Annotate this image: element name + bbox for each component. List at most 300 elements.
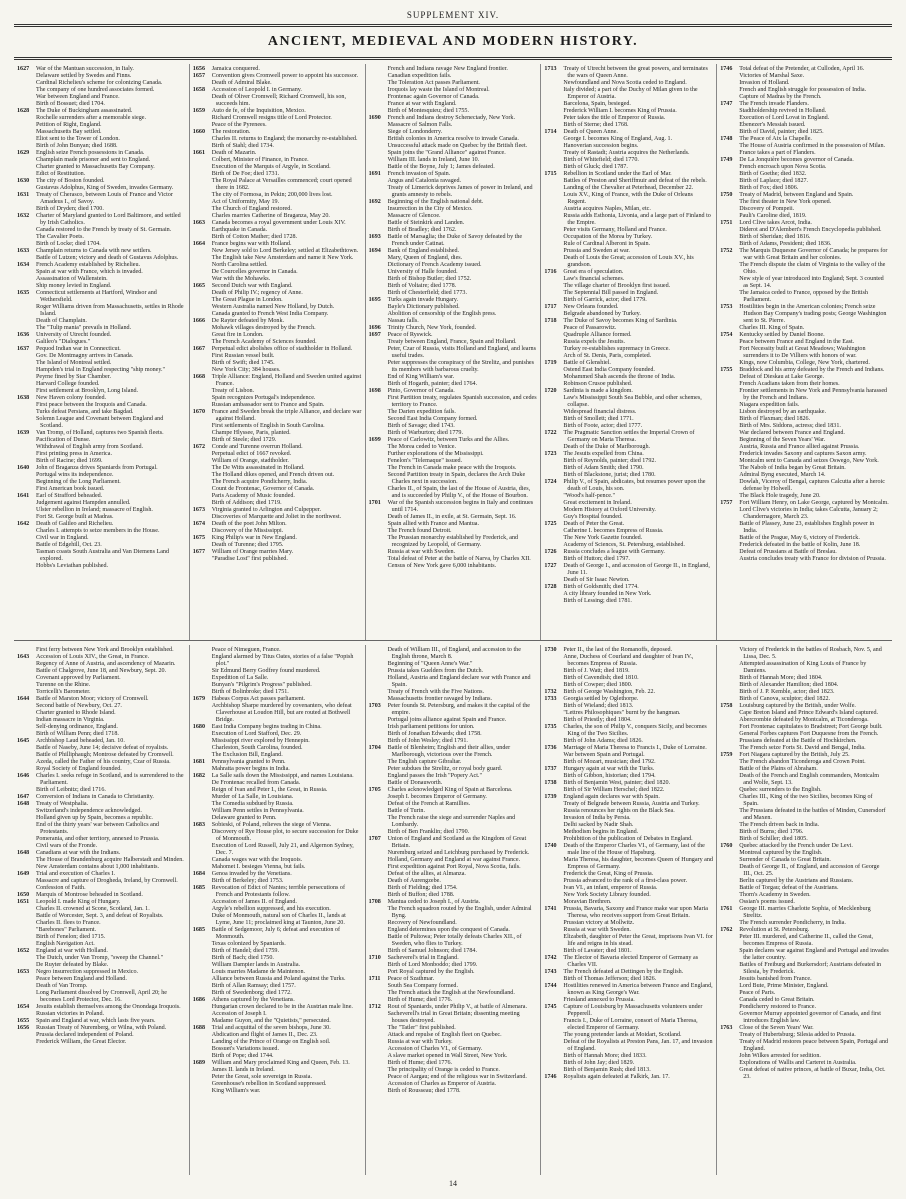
entry-year: 1736 xyxy=(544,745,557,751)
timeline-entry xyxy=(369,185,538,199)
entry-text: Fort Necessity built at Great Meadows; Washington surrenders it to De Villiers with honors of war. xyxy=(739,346,866,359)
entry-text: Birth of Handel; died 1759. xyxy=(211,948,279,954)
timeline-entry xyxy=(193,353,362,360)
entry-year xyxy=(544,255,563,269)
entry-text: Accession of Charles as Emperor of Austria. xyxy=(387,1081,497,1087)
entry-year xyxy=(720,920,739,927)
entry-year xyxy=(720,990,739,997)
entry-year xyxy=(720,1067,739,1081)
entry-text: Birth of Alexander Hamilton; died 1804. xyxy=(739,682,839,688)
entry-year: 1746 xyxy=(544,1074,557,1080)
timeline-entry xyxy=(720,241,889,248)
entry-year xyxy=(369,122,388,129)
timeline-entry xyxy=(193,766,362,773)
entry-text: The Elector of Bavaria elected Emperor of Germany as Charles VII. xyxy=(563,955,699,968)
timeline-entry xyxy=(544,514,713,521)
entry-text: Battle of Torgau; defeat of the Austrians. xyxy=(739,885,839,891)
entry-text: Academy of Sciences, St. Petersburg, established. xyxy=(563,542,685,548)
timeline-entry xyxy=(544,493,713,500)
timeline-entry xyxy=(720,682,889,689)
timeline-entry xyxy=(193,129,362,136)
timeline-entry xyxy=(17,206,186,213)
entry-year xyxy=(193,493,212,500)
entry-year xyxy=(544,136,563,143)
entry-text: Birth of Fielding; died 1754. xyxy=(387,885,458,891)
entry-year xyxy=(720,689,739,696)
entry-text: Treaty between England, France, Spain and Holland. xyxy=(387,339,517,345)
entry-year xyxy=(369,731,388,738)
timeline-entry xyxy=(369,948,538,955)
entry-year xyxy=(369,458,388,465)
timeline-entry xyxy=(17,234,186,241)
entry-text: English seize French possessions in Canada. xyxy=(36,150,145,156)
entry-year: 1714 xyxy=(544,129,557,135)
entry-text: De Rayter defeated by Monk. xyxy=(211,318,285,324)
timeline-entry xyxy=(193,430,362,437)
entry-year xyxy=(720,143,739,150)
entry-text: Birth of Goldsmith; died 1774. xyxy=(563,584,639,590)
timeline-entry xyxy=(193,1046,362,1053)
entry-year: 1761 xyxy=(720,906,733,912)
entry-year xyxy=(544,311,563,318)
timeline-entry xyxy=(544,759,713,766)
entry-text: Birth of Bradley; died 1762. xyxy=(387,227,457,233)
entry-year xyxy=(720,472,739,479)
timeline-entry xyxy=(720,346,889,360)
entry-text: Prussia declared independent of Poland. xyxy=(36,1032,134,1038)
entry-text: Birth of Thomas Jefferson; died 1826. xyxy=(563,976,657,982)
entry-text: Lord Clive takes Arcot, India. xyxy=(739,220,812,226)
entry-year xyxy=(720,759,739,766)
timeline-entry xyxy=(544,129,713,136)
timeline-entry xyxy=(17,759,186,766)
entry-text: King Philip's war in New England. xyxy=(211,535,297,541)
entry-year: 1760 xyxy=(720,843,733,849)
entry-year: 1762 xyxy=(720,927,733,933)
timeline-entry xyxy=(369,472,538,486)
timeline-entry xyxy=(544,584,713,591)
entry-year xyxy=(17,955,36,962)
timeline-entry xyxy=(17,955,186,962)
entry-text: France and Sweden break the triple Alliance, and declare war against Holland. xyxy=(211,409,362,422)
entry-text: Spain recognizes Portugal's independence. xyxy=(211,395,316,401)
entry-year xyxy=(193,668,212,675)
timeline-entry xyxy=(17,451,186,458)
entry-year xyxy=(17,563,36,570)
entry-year xyxy=(17,276,36,283)
timeline-entry xyxy=(544,815,713,822)
timeline-entry xyxy=(720,402,889,409)
entry-year xyxy=(17,458,36,465)
entry-text: The Island of Montreal settled. xyxy=(36,360,112,366)
entry-text: French and Indians destroy Schenectady, New York. xyxy=(387,115,515,121)
timeline-entry xyxy=(544,836,713,843)
entry-text: Birth of Wieland; died 1813. xyxy=(563,703,634,709)
entry-year xyxy=(193,864,212,871)
timeline-entry xyxy=(544,752,713,759)
entry-year xyxy=(17,479,36,486)
entry-year: 1681 xyxy=(192,759,205,765)
entry-year xyxy=(544,808,563,815)
entry-text: Birth of Buffon; died 1788. xyxy=(387,892,455,898)
entry-text: Spain joins the "Grand Alliance" against France. xyxy=(387,150,506,156)
entry-text: Spain allied with France and Mantua. xyxy=(387,521,479,527)
timeline-entry xyxy=(17,465,186,472)
entry-year: 1644 xyxy=(17,696,30,702)
entry-text: Trinity Church, New York, founded. xyxy=(387,325,477,331)
entry-year xyxy=(544,815,563,822)
timeline-entry xyxy=(17,150,186,157)
entry-text: First Russian vessel built. xyxy=(211,353,275,359)
timeline-entry xyxy=(193,542,362,549)
timeline-entry xyxy=(17,654,186,661)
entry-text: Birth of Jonathan Edwards; died 1758. xyxy=(387,731,482,737)
entry-text: Convention gives Cromwell power to appoint his successor. xyxy=(211,73,359,79)
entry-text: New Amsterdam contains about 1,000 inhabitants. xyxy=(36,864,160,870)
entry-text: Canada ceded to Great Britain. xyxy=(739,997,815,1003)
entry-text: Peter suppresses the conspiracy of the Strelitz, and punishes its members with barbarous cruelty. xyxy=(387,360,534,373)
entry-year xyxy=(544,654,563,668)
entry-text: Western Australia named New Holland, by Dutch. xyxy=(211,304,335,310)
entry-year xyxy=(369,780,388,787)
entry-year xyxy=(193,990,212,997)
timeline-entry xyxy=(544,927,713,934)
entry-year: 1675 xyxy=(192,535,205,541)
entry-year xyxy=(544,241,563,248)
timeline-entry xyxy=(544,1053,713,1060)
timeline-entry xyxy=(17,871,186,878)
entry-text: Torricelli's Barometer. xyxy=(36,689,91,695)
entry-text: Gustavus Adolphus, King of Sweden, invades Germany. xyxy=(36,185,174,191)
entry-year xyxy=(369,262,388,269)
entry-year: 1705 xyxy=(368,787,381,793)
timeline-entry xyxy=(17,248,186,255)
entry-year xyxy=(193,430,212,437)
entry-text: Richard Cromwell resigns title of Lord Protector. xyxy=(211,115,332,121)
entry-text: The French surrender Pondicherry, in India. xyxy=(739,920,846,926)
entry-year xyxy=(369,227,388,234)
timeline-entry xyxy=(720,94,889,101)
timeline-entry xyxy=(17,444,186,451)
entry-year xyxy=(193,262,212,269)
entry-year xyxy=(17,206,36,213)
entry-year xyxy=(369,920,388,927)
timeline-entry xyxy=(720,1060,889,1067)
timeline-entry xyxy=(193,500,362,507)
entry-text: Landing of the Chevalier at Peterhead, December 22. xyxy=(563,185,694,191)
entry-year xyxy=(720,1004,739,1011)
timeline-entry xyxy=(544,829,713,836)
entry-text: The Duke of Buckingham assassinated. xyxy=(36,108,133,114)
timeline-entry xyxy=(17,318,186,325)
entry-year xyxy=(720,829,739,836)
timeline-entry xyxy=(720,430,889,437)
entry-text: The company of one hundred associates formed. xyxy=(36,87,155,93)
timeline-entry xyxy=(369,892,538,899)
entry-text: William of Orange marries Mary. xyxy=(211,549,294,555)
entry-year xyxy=(544,934,563,948)
entry-text: New Haven colony founded. xyxy=(36,395,107,401)
timeline-entry xyxy=(17,661,186,668)
entry-text: Rout of Spaniards, under Philip V., at battle of Almenara. xyxy=(387,1004,527,1010)
entry-text: Beginning of "Queen Anne's War." xyxy=(387,661,473,667)
timeline-entry xyxy=(193,1004,362,1011)
entry-text: Death of George II., of England, and accession of George III., Oct. 25. xyxy=(739,864,880,877)
entry-year xyxy=(193,486,212,493)
entry-text: Treaty of Utrecht between the great powers, and terminates the wars of Queen Anne. xyxy=(563,66,708,79)
timeline-entry xyxy=(193,486,362,493)
entry-year xyxy=(17,122,36,129)
entry-text: Spain at war with France, which is invaded. xyxy=(36,269,143,275)
entry-year xyxy=(193,766,212,773)
entry-text: Execution of Lord Lovat in England. xyxy=(739,115,830,121)
timeline-entry xyxy=(193,801,362,808)
entry-text: Indian massacre in Virginia. xyxy=(36,717,105,723)
timeline-entry xyxy=(720,332,889,339)
timeline-entry xyxy=(544,479,713,493)
entry-year xyxy=(720,325,739,332)
timeline-entry xyxy=(369,423,538,430)
timeline-entry xyxy=(369,136,538,143)
entry-year xyxy=(369,164,388,171)
entry-text: Beginning of the Seven Years' War. xyxy=(739,437,826,443)
entry-year xyxy=(369,178,388,185)
entry-text: Insurrection in the City of Mexico. xyxy=(387,206,473,212)
timeline-entry xyxy=(17,1025,186,1032)
entry-year xyxy=(544,591,563,598)
entry-year xyxy=(17,388,36,395)
entry-year xyxy=(17,80,36,87)
entry-text: James II. lands in Ireland. xyxy=(211,1067,275,1073)
timeline-entry xyxy=(720,899,889,906)
entry-text: Death of Admiral Blake. xyxy=(211,80,272,86)
entry-text: Birth of Benjamin West, painter; died 1820. xyxy=(563,780,671,786)
entry-text: Abdication and flight of James II., Dec. 23. xyxy=(211,1032,318,1038)
entry-text: Quebec surrenders to the English. xyxy=(739,787,822,793)
entry-text: Self-denying ordinance, England. xyxy=(36,724,118,730)
entry-year xyxy=(720,458,739,465)
timeline-entry xyxy=(720,437,889,444)
entry-year xyxy=(17,906,36,913)
entry-year xyxy=(17,360,36,367)
entry-text: Law's Mississippi South Sea Bubble, and other schemes, collapse. xyxy=(563,395,702,408)
entry-year xyxy=(544,899,563,906)
entry-year: 1719 xyxy=(544,360,557,366)
entry-year xyxy=(193,353,212,360)
entry-text: Discovery of Rye House plot, to secure succession for Duke of Monmouth. xyxy=(211,829,359,842)
timeline-entry xyxy=(17,493,186,500)
timeline-entry xyxy=(544,381,713,388)
entry-year xyxy=(369,444,388,451)
timeline-entry xyxy=(17,143,186,150)
entry-year xyxy=(17,857,36,864)
entry-text: Birth of Rousseau; died 1778. xyxy=(387,1088,461,1094)
entry-text: The Peace of Aix la Chapelle. xyxy=(739,136,812,142)
entry-text: Birth of Stahl; died 1734. xyxy=(211,143,274,149)
timeline-entry xyxy=(544,416,713,423)
entry-text: Birth of John Jay; died 1829. xyxy=(563,1060,635,1066)
entry-text: Pennsylvania granted to Penn. xyxy=(211,759,286,765)
timeline-entry xyxy=(544,710,713,717)
timeline-entry xyxy=(369,1053,538,1060)
timeline-entry xyxy=(720,367,889,374)
timeline-entry xyxy=(17,717,186,724)
entry-year xyxy=(720,171,739,178)
entry-year: 1748 xyxy=(720,136,733,142)
timeline-entry xyxy=(369,1032,538,1039)
timeline-entry xyxy=(720,934,889,948)
entry-year: 1659 xyxy=(192,108,205,114)
entry-text: Mahomet I. besieges Vienna, but fails. xyxy=(211,864,306,870)
entry-text: Birth of Chesterfield; died 1773. xyxy=(387,290,467,296)
timeline-entry xyxy=(369,458,538,465)
entry-text: Birth of Addison; died 1719. xyxy=(211,500,282,506)
entry-text: Charles, the son of Philip V., conquers Sicily, and becomes King of the Two Sicilies. xyxy=(563,724,707,737)
entry-text: Virginia granted to Arlington and Culpepper. xyxy=(211,507,321,513)
timeline-entry xyxy=(193,479,362,486)
entry-text: The French seize Forts St. David and Bengal, India. xyxy=(739,745,866,751)
timeline-entry xyxy=(193,87,362,94)
timeline-entry xyxy=(544,822,713,829)
timeline-entry xyxy=(544,997,713,1004)
entry-text: Birth of Swedenborg; died 1772. xyxy=(211,990,292,996)
entry-text: End of King William's war. xyxy=(387,374,455,380)
entry-text: Hostilities renewed in America between France and England, known as King George's War. xyxy=(563,983,713,996)
entry-year: 1751 xyxy=(720,220,733,226)
entry-text: Mahratta power begins in India. xyxy=(211,766,290,772)
timeline-entry xyxy=(720,479,889,493)
entry-year xyxy=(369,255,388,262)
timeline-entry xyxy=(720,248,889,262)
entry-year xyxy=(544,577,563,584)
entry-text: The city of Boston founded. xyxy=(36,178,105,184)
entry-text: Trial and execution of Charles I. xyxy=(36,871,115,877)
entry-text: The French found Detroit. xyxy=(387,528,452,534)
entry-text: Treaty of Madrid, between England and Spain. xyxy=(739,192,854,198)
timeline-entry xyxy=(720,108,889,115)
entry-text: Accession of Joseph I. xyxy=(211,1011,267,1017)
timeline-entry xyxy=(17,304,186,318)
entry-text: George I. becomes King of England, Aug. 1. xyxy=(563,136,673,142)
entry-text: Fort St. George built at Madras. xyxy=(36,514,114,520)
entry-year xyxy=(193,528,212,535)
entry-text: The Duke of Savoy becomes King of Sardinia. xyxy=(563,318,678,324)
entry-text: "Lettres Philosophiques" burnt by the hangman. xyxy=(563,710,681,716)
entry-year xyxy=(369,213,388,220)
timeline-entry xyxy=(369,1088,538,1095)
timeline-entry xyxy=(544,444,713,451)
timeline-entry xyxy=(544,598,713,605)
timeline-entry xyxy=(544,332,713,339)
entry-year xyxy=(369,521,388,528)
timeline-entry xyxy=(193,899,362,906)
timeline-entry xyxy=(17,381,186,388)
timeline-entry xyxy=(544,885,713,892)
entry-year xyxy=(17,647,36,654)
entry-year xyxy=(544,997,563,1004)
timeline-entry xyxy=(17,262,186,269)
entry-text: Invasion of India by Persia. xyxy=(563,815,631,821)
timeline-entry xyxy=(544,276,713,283)
entry-year xyxy=(369,1067,388,1074)
entry-year xyxy=(193,234,212,241)
entry-text: Delaware settled by Swedes and Finns. xyxy=(36,73,132,79)
timeline-entry xyxy=(17,885,186,892)
timeline-entry xyxy=(369,857,538,864)
entry-year xyxy=(193,1011,212,1018)
timeline-entry xyxy=(720,423,889,430)
entry-text: The Royal Palace at Versailles commenced; court opened there in 1682. xyxy=(211,178,352,191)
entry-year xyxy=(193,745,212,752)
timeline-entry xyxy=(193,318,362,325)
entry-text: University of Halle founded. xyxy=(387,269,458,275)
entry-text: French encroach upon Nova Scotia. xyxy=(739,164,827,170)
entry-year xyxy=(193,1074,212,1081)
entry-year: 1744 xyxy=(544,983,557,989)
timeline-entry xyxy=(193,395,362,402)
entry-year xyxy=(369,1060,388,1067)
entry-year: 1713 xyxy=(544,66,557,72)
timeline-entry xyxy=(17,815,186,822)
entry-year xyxy=(544,234,563,241)
entry-text: Mississippi river explored by Hennepin. xyxy=(211,738,310,744)
timeline-entry xyxy=(17,906,186,913)
entry-year: 1725 xyxy=(544,521,557,527)
entry-year xyxy=(17,843,36,850)
entry-text: Hungary again at war with the Turks. xyxy=(563,766,655,772)
entry-text: Beginning of the English national debt. xyxy=(387,199,484,205)
timeline-entry xyxy=(193,199,362,206)
timeline-entry xyxy=(720,661,889,675)
entry-text: Withdrawal of English army from Scotland. xyxy=(36,444,144,450)
entry-year xyxy=(193,1039,212,1046)
entry-text: Execution of the Marquis of Argyle, in Scotland. xyxy=(211,164,331,170)
timeline-entry xyxy=(544,472,713,479)
entry-year xyxy=(544,423,563,430)
entry-text: The Black Hole tragedy, June 20. xyxy=(739,493,821,499)
timeline-entry xyxy=(17,528,186,535)
timeline-entry xyxy=(193,290,362,297)
timeline-entry xyxy=(193,759,362,766)
timeline-entry xyxy=(720,206,889,213)
timeline-entry xyxy=(544,1067,713,1074)
entry-text: Death of Louis the Great; accession of Louis XV., his grandson. xyxy=(563,255,694,268)
entry-text: Accession of Charles VI., of Germany. xyxy=(387,1046,483,1052)
entry-text: Birth of De Foe; died 1731. xyxy=(211,171,280,177)
entry-text: Barcelona, Spain, besieged. xyxy=(563,101,631,107)
entry-year xyxy=(720,262,739,276)
timeline-entry xyxy=(720,1039,889,1053)
entry-text: Gov. De Montmagny arrives in Canada. xyxy=(36,353,134,359)
entry-text: Battle of Chalgrove, June 18, and Newbury, Sept. 20. xyxy=(36,668,167,674)
entry-text: Sardinia is made a kingdom. xyxy=(563,388,633,394)
timeline-entry xyxy=(17,402,186,409)
entry-year xyxy=(720,290,739,304)
entry-year: 1717 xyxy=(544,304,557,310)
timeline-entry xyxy=(369,248,538,255)
entry-year xyxy=(544,290,563,297)
timeline-entry xyxy=(720,192,889,199)
entry-text: Massacre and capture of Drogheda, Ireland, by Cromwell. xyxy=(36,878,178,884)
timeline-entry xyxy=(193,409,362,423)
timeline-entry xyxy=(544,724,713,738)
entry-text: Newfoundland and Nova Scotia ceded to England. xyxy=(563,80,687,86)
timeline-entry xyxy=(369,325,538,332)
entry-text: Birth of Hannah More; died 1833. xyxy=(563,1053,647,1059)
timeline-entry xyxy=(17,80,186,87)
entry-text: Battle of the Plains of Abraham. xyxy=(739,766,818,772)
entry-year xyxy=(544,514,563,521)
